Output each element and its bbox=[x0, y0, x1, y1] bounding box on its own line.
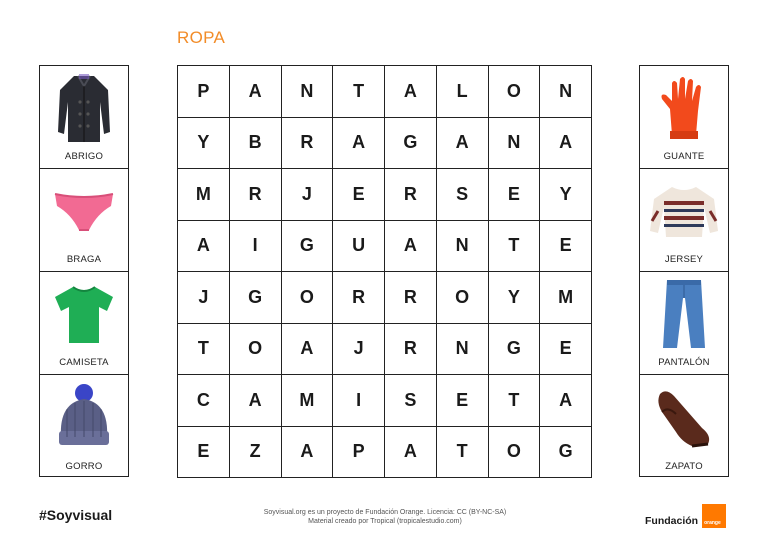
grid-cell[interactable]: O bbox=[282, 272, 334, 324]
card-label: GORRO bbox=[65, 461, 103, 472]
grid-cell[interactable]: A bbox=[282, 427, 334, 479]
grid-cell[interactable]: O bbox=[230, 324, 282, 376]
card-label: CAMISETA bbox=[59, 357, 109, 368]
grid-cell[interactable]: N bbox=[489, 118, 541, 170]
grid-cell[interactable]: G bbox=[540, 427, 592, 479]
grid-cell[interactable]: M bbox=[178, 169, 230, 221]
grid-cell[interactable]: J bbox=[178, 272, 230, 324]
grid-cell[interactable]: T bbox=[489, 221, 541, 273]
grid-cell[interactable]: O bbox=[489, 427, 541, 479]
grid-cell[interactable]: I bbox=[333, 375, 385, 427]
grid-cell[interactable]: C bbox=[178, 375, 230, 427]
card-abrigo bbox=[40, 66, 128, 169]
grid-cell[interactable]: M bbox=[282, 375, 334, 427]
foundation-logo bbox=[645, 504, 726, 528]
credits-text bbox=[230, 508, 540, 526]
grid-cell[interactable]: E bbox=[437, 375, 489, 427]
card-label: ABRIGO bbox=[64, 151, 104, 162]
grid-cell[interactable]: R bbox=[385, 272, 437, 324]
grid-cell[interactable]: Y bbox=[540, 169, 592, 221]
hashtag-brand: #Soyvisual bbox=[39, 507, 113, 523]
card-pantalon bbox=[640, 272, 728, 375]
credit-line-2: Material creado por Tropical (tropicalestudio.com) bbox=[308, 518, 462, 525]
glove-icon bbox=[656, 75, 712, 141]
card-label: JERSEY bbox=[664, 254, 704, 265]
grid-cell[interactable]: G bbox=[230, 272, 282, 324]
grid-cell[interactable]: G bbox=[489, 324, 541, 376]
card-guante bbox=[640, 66, 728, 169]
grid-cell[interactable]: T bbox=[333, 66, 385, 118]
grid-cell[interactable]: A bbox=[333, 118, 385, 170]
grid-cell[interactable]: A bbox=[385, 427, 437, 479]
grid-cell[interactable]: O bbox=[489, 66, 541, 118]
card-camiseta bbox=[40, 272, 128, 375]
card-zapato bbox=[640, 375, 728, 478]
grid-cell[interactable]: N bbox=[437, 324, 489, 376]
card-jersey bbox=[640, 169, 728, 272]
grid-cell[interactable]: T bbox=[489, 375, 541, 427]
card-label: BRAGA bbox=[66, 254, 102, 265]
foundation-label: Fundación bbox=[645, 515, 699, 527]
word-search-grid bbox=[177, 65, 592, 478]
grid-cell[interactable]: B bbox=[230, 118, 282, 170]
grid-cell[interactable]: R bbox=[385, 169, 437, 221]
card-label: GUANTE bbox=[663, 151, 705, 162]
shoe-icon bbox=[652, 384, 716, 450]
grid-cell[interactable]: I bbox=[230, 221, 282, 273]
grid-cell[interactable]: N bbox=[540, 66, 592, 118]
logo-text: orange bbox=[704, 520, 721, 526]
grid-cell[interactable]: T bbox=[437, 427, 489, 479]
left-picture-column bbox=[39, 65, 129, 477]
grid-cell[interactable]: J bbox=[282, 169, 334, 221]
grid-cell[interactable]: E bbox=[489, 169, 541, 221]
beanie-icon bbox=[51, 381, 117, 453]
grid-cell[interactable]: E bbox=[540, 324, 592, 376]
grid-cell[interactable]: U bbox=[333, 221, 385, 273]
page-title: ROPA bbox=[177, 28, 226, 47]
grid-cell[interactable]: M bbox=[540, 272, 592, 324]
grid-cell[interactable]: A bbox=[540, 118, 592, 170]
grid-cell[interactable]: G bbox=[385, 118, 437, 170]
grid-cell[interactable]: O bbox=[437, 272, 489, 324]
grid-cell[interactable]: Z bbox=[230, 427, 282, 479]
grid-cell[interactable]: Y bbox=[489, 272, 541, 324]
grid-cell[interactable]: A bbox=[178, 221, 230, 273]
card-gorro bbox=[40, 375, 128, 478]
grid-cell[interactable]: A bbox=[385, 66, 437, 118]
grid-cell[interactable]: A bbox=[385, 221, 437, 273]
grid-cell[interactable]: A bbox=[540, 375, 592, 427]
jeans-icon bbox=[659, 278, 709, 350]
tshirt-icon bbox=[51, 281, 117, 347]
card-label: PANTALÓN bbox=[658, 357, 710, 368]
grid-cell[interactable]: R bbox=[282, 118, 334, 170]
grid-cell[interactable]: N bbox=[437, 221, 489, 273]
grid-cell[interactable]: L bbox=[437, 66, 489, 118]
grid-cell[interactable]: Y bbox=[178, 118, 230, 170]
grid-cell[interactable]: P bbox=[333, 427, 385, 479]
grid-cell[interactable]: N bbox=[282, 66, 334, 118]
credit-line-1: Soyvisual.org es un proyecto de Fundación Orange. Licencia: CC (BY-NC-SA) bbox=[263, 509, 507, 516]
grid-cell[interactable]: T bbox=[178, 324, 230, 376]
grid-cell[interactable]: E bbox=[333, 169, 385, 221]
grid-cell[interactable]: A bbox=[230, 66, 282, 118]
card-braga bbox=[40, 169, 128, 272]
grid-cell[interactable]: R bbox=[333, 272, 385, 324]
panties-icon bbox=[51, 186, 117, 236]
grid-cell[interactable]: E bbox=[540, 221, 592, 273]
grid-cell[interactable]: P bbox=[178, 66, 230, 118]
grid-cell[interactable]: A bbox=[230, 375, 282, 427]
sweater-icon bbox=[648, 181, 720, 241]
grid-cell[interactable]: J bbox=[333, 324, 385, 376]
coat-icon bbox=[54, 72, 114, 144]
right-picture-column bbox=[639, 65, 729, 477]
grid-cell[interactable]: R bbox=[385, 324, 437, 376]
orange-logo-icon bbox=[702, 504, 726, 528]
card-label: ZAPATO bbox=[665, 461, 703, 472]
grid-cell[interactable]: A bbox=[282, 324, 334, 376]
grid-cell[interactable]: G bbox=[282, 221, 334, 273]
grid-cell[interactable]: S bbox=[385, 375, 437, 427]
grid-cell[interactable]: S bbox=[437, 169, 489, 221]
grid-cell[interactable]: E bbox=[178, 427, 230, 479]
grid-cell[interactable]: R bbox=[230, 169, 282, 221]
grid-cell[interactable]: A bbox=[437, 118, 489, 170]
